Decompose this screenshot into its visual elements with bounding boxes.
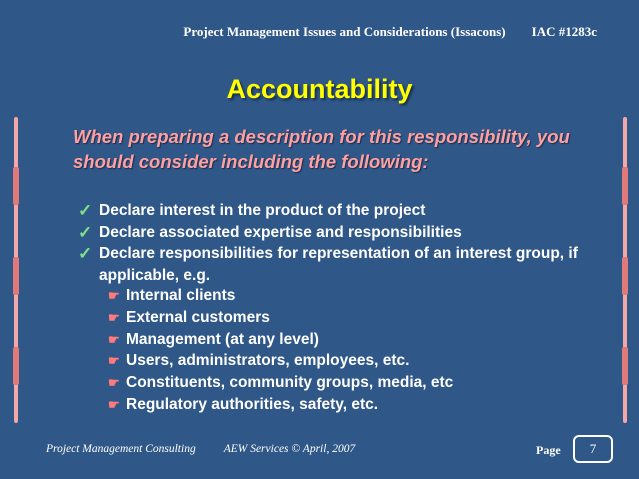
right-bar-segment xyxy=(622,167,628,205)
pointing-hand-icon: ☛ xyxy=(108,353,120,369)
check-list xyxy=(78,200,618,286)
sub-item xyxy=(108,285,568,307)
pointing-hand-icon: ☛ xyxy=(108,396,120,412)
right-bar-segment xyxy=(622,347,628,385)
sub-item-text: Regulatory authorities, safety, etc. xyxy=(126,395,379,413)
check-item-text: Declare responsibilities for representation of an interest group, if applicable, e.g. xyxy=(99,245,578,284)
pointing-hand-icon: ☛ xyxy=(108,288,120,303)
sub-item-text: External customers xyxy=(126,308,270,326)
check-mark-icon: ✓ xyxy=(78,244,93,263)
sub-item xyxy=(108,372,568,394)
slide-title: Accountability xyxy=(226,74,413,104)
sub-item xyxy=(108,329,568,351)
slide-header xyxy=(183,24,597,40)
footer-credits xyxy=(46,443,355,455)
course-title: Project Management Issues and Considerations (Issacons) xyxy=(183,24,506,39)
pointing-hand-icon: ☛ xyxy=(108,375,120,391)
sub-item xyxy=(108,394,568,416)
check-item xyxy=(78,200,618,222)
left-bar-segment xyxy=(13,347,19,385)
page-label: Page xyxy=(536,443,561,457)
check-item xyxy=(78,243,618,286)
pointing-hand-icon: ☛ xyxy=(108,331,120,347)
check-mark-icon: ✓ xyxy=(78,201,93,220)
pointing-hand-icon: ☛ xyxy=(108,309,120,325)
left-bar-segment xyxy=(13,167,19,205)
page-number-box: 7 xyxy=(573,435,613,463)
intro-text: When preparing a description for this responsibility, you should consider including the following: xyxy=(73,126,570,172)
course-code: IAC #1283c xyxy=(531,24,597,39)
check-item-text: Declare interest in the product of the project xyxy=(99,202,426,219)
footer-services: AEW Services © April, 2007 xyxy=(223,443,356,455)
check-item xyxy=(78,222,618,244)
sub-item-text: Users, administrators, employees, etc. xyxy=(126,352,410,370)
left-bar-segment xyxy=(13,257,19,295)
check-mark-icon: ✓ xyxy=(78,222,93,242)
right-bar-segment xyxy=(622,257,628,295)
right-decorative-bar xyxy=(623,117,627,423)
sub-item xyxy=(108,350,568,372)
check-item-text: Declare associated expertise and responsibilities xyxy=(99,223,462,241)
sub-item xyxy=(108,307,568,329)
footer-company: Project Management Consulting xyxy=(46,443,196,455)
left-decorative-bar xyxy=(14,117,18,423)
sub-item-text: Management (at any level) xyxy=(126,330,319,348)
sub-list xyxy=(108,285,568,416)
sub-item-text: Internal clients xyxy=(126,287,236,304)
sub-item-text: Constituents, community groups, media, etc xyxy=(126,374,454,392)
